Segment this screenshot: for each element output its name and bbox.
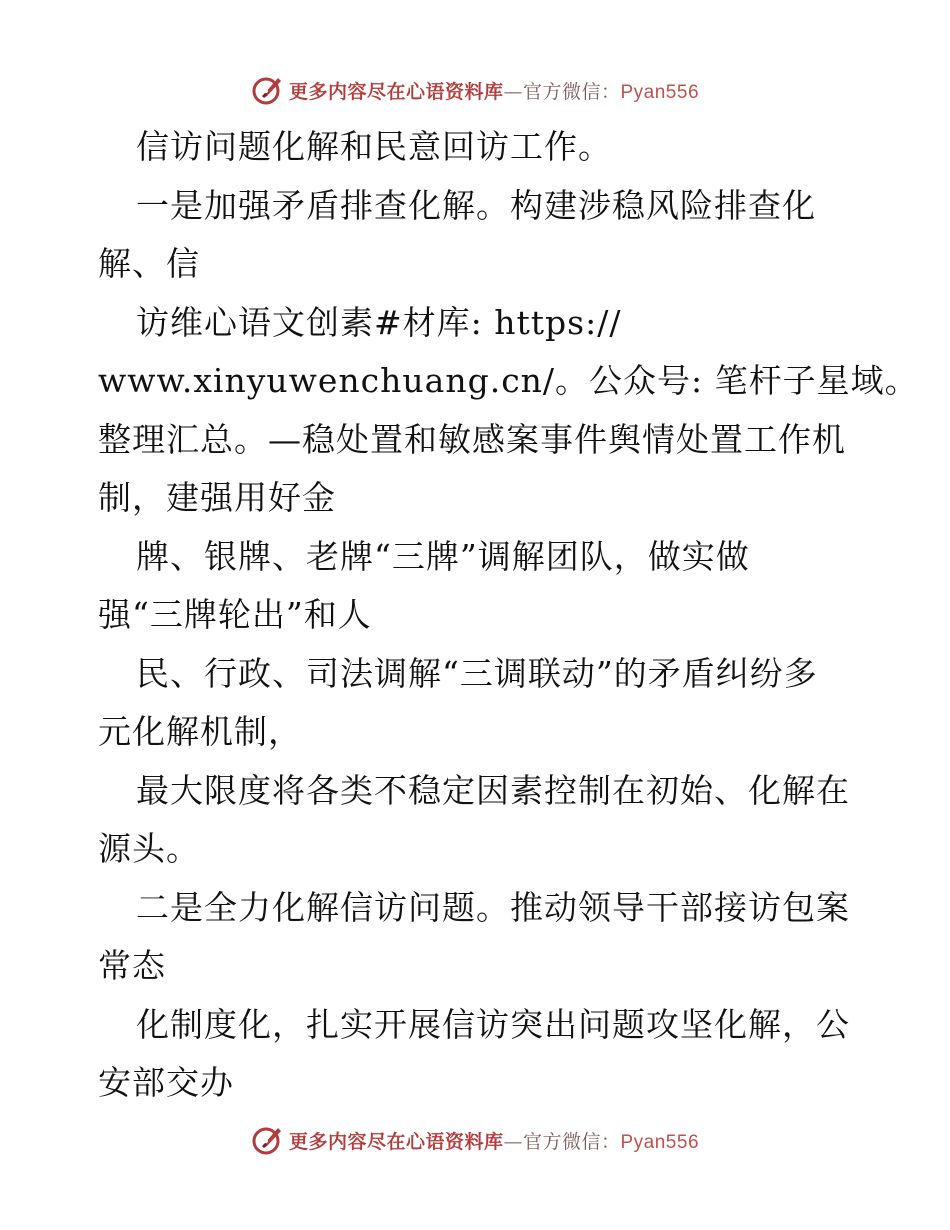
banner-title: 更多内容尽在心语资料库 [288, 1130, 504, 1153]
banner-wechat-id: Pyan556 [620, 81, 700, 103]
document-body [98, 118, 919, 1113]
header-banner [0, 70, 950, 110]
text-line: 民、行政、司法调解“三调联动”的矛盾纠纷多 [136, 653, 818, 693]
footer-banner [0, 1120, 950, 1160]
text-line: 强“三牌轮出”和人 [98, 595, 372, 634]
text-line: 常态 [98, 946, 166, 985]
text-line: 牌、银牌、老牌“三牌”调解团队，做实做 [136, 536, 750, 576]
banner-separator: — [503, 1130, 523, 1153]
text-line: 信访问题化解和民意回访工作。 [136, 127, 612, 166]
text-line: 访维心语文创素#材库: https:// [136, 302, 622, 342]
banner-wechat-id: Pyan556 [620, 1131, 700, 1153]
pen-nib-logo-icon [251, 1123, 285, 1157]
text-line: 制，建强用好金 [98, 478, 336, 517]
banner-text [289, 1127, 699, 1154]
text-line: 元化解机制， [98, 712, 302, 751]
text-line: 化制度化，扎实开展信访突出问题攻坚化解，公 [136, 1004, 850, 1044]
banner-title: 更多内容尽在心语资料库 [288, 80, 504, 103]
text-line: 安部交办 [98, 1063, 234, 1102]
text-line: 一是加强矛盾排查化解。构建涉稳风险排查化 [136, 185, 816, 225]
banner-text [289, 77, 699, 104]
text-line: 整理汇总。—稳处置和敏感案事件舆情处置工作机 [98, 419, 846, 459]
banner-official-label: 官方微信： [522, 80, 621, 103]
text-line: 源头。 [98, 829, 200, 868]
banner-separator: — [503, 80, 523, 103]
text-line: 解、信 [98, 244, 200, 283]
pen-nib-logo-icon [251, 73, 285, 107]
text-line: 最大限度将各类不稳定因素控制在初始、化解在 [136, 770, 850, 810]
banner-official-label: 官方微信： [522, 1130, 621, 1153]
text-line: www.xinyuwenchuang.cn/。公众号: 笔杆子星域。 [98, 361, 919, 400]
text-line: 二是全力化解信访问题。推动领导干部接访包案 [136, 887, 850, 927]
